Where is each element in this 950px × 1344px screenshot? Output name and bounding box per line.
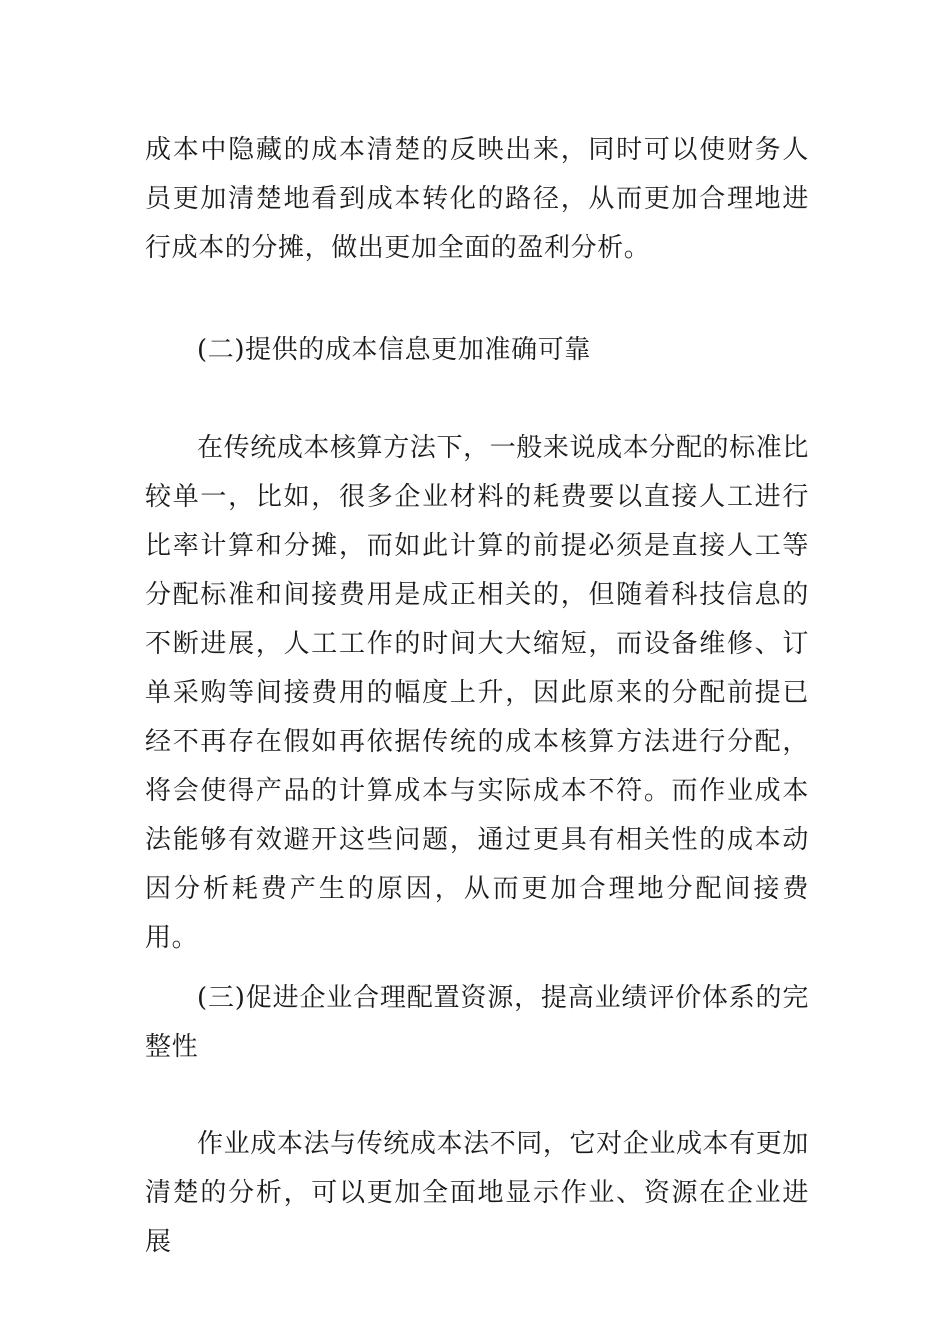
body-paragraph: 成本中隐藏的成本清楚的反映出来，同时可以使财务人员更加清楚地看到成本转化的路径，从而更加合理地进行成本的分摊，做出更加全面的盈利分析。 (145, 135, 809, 263)
section-heading: (三)促进企业合理配置资源，提高业绩评价体系的完整性 (145, 983, 809, 1062)
section-heading: (二)提供的成本信息更加准确可靠 (197, 335, 591, 365)
body-paragraph: 作业成本法与传统成本法不同，它对企业成本有更加清楚的分析，可以更加全面地显示作业、资源在企业进展 (145, 1129, 809, 1257)
body-paragraph: 在传统成本核算方法下，一般来说成本分配的标准比较单一，比如，很多企业材料的耗费要以直接人工进行比率计算和分摊，而如此计算的前提必须是直接人工等分配标准和间接费用是成正相关的，但随着科技信息的不断进展，人工工作的时间大大缩短，而设备维修、订单采购等间接费用的幅度上升，因此原来的分配前提已经不再存在假如再依据传统的成本核算方法进行分配，将会使得产品的计算成本与实际成本不符。而作业成本法能够有效避开这些问题，通过更具有相关性的成本动因分析耗费产生的原因，从而更加合理地分配间接费用。 (145, 433, 809, 953)
